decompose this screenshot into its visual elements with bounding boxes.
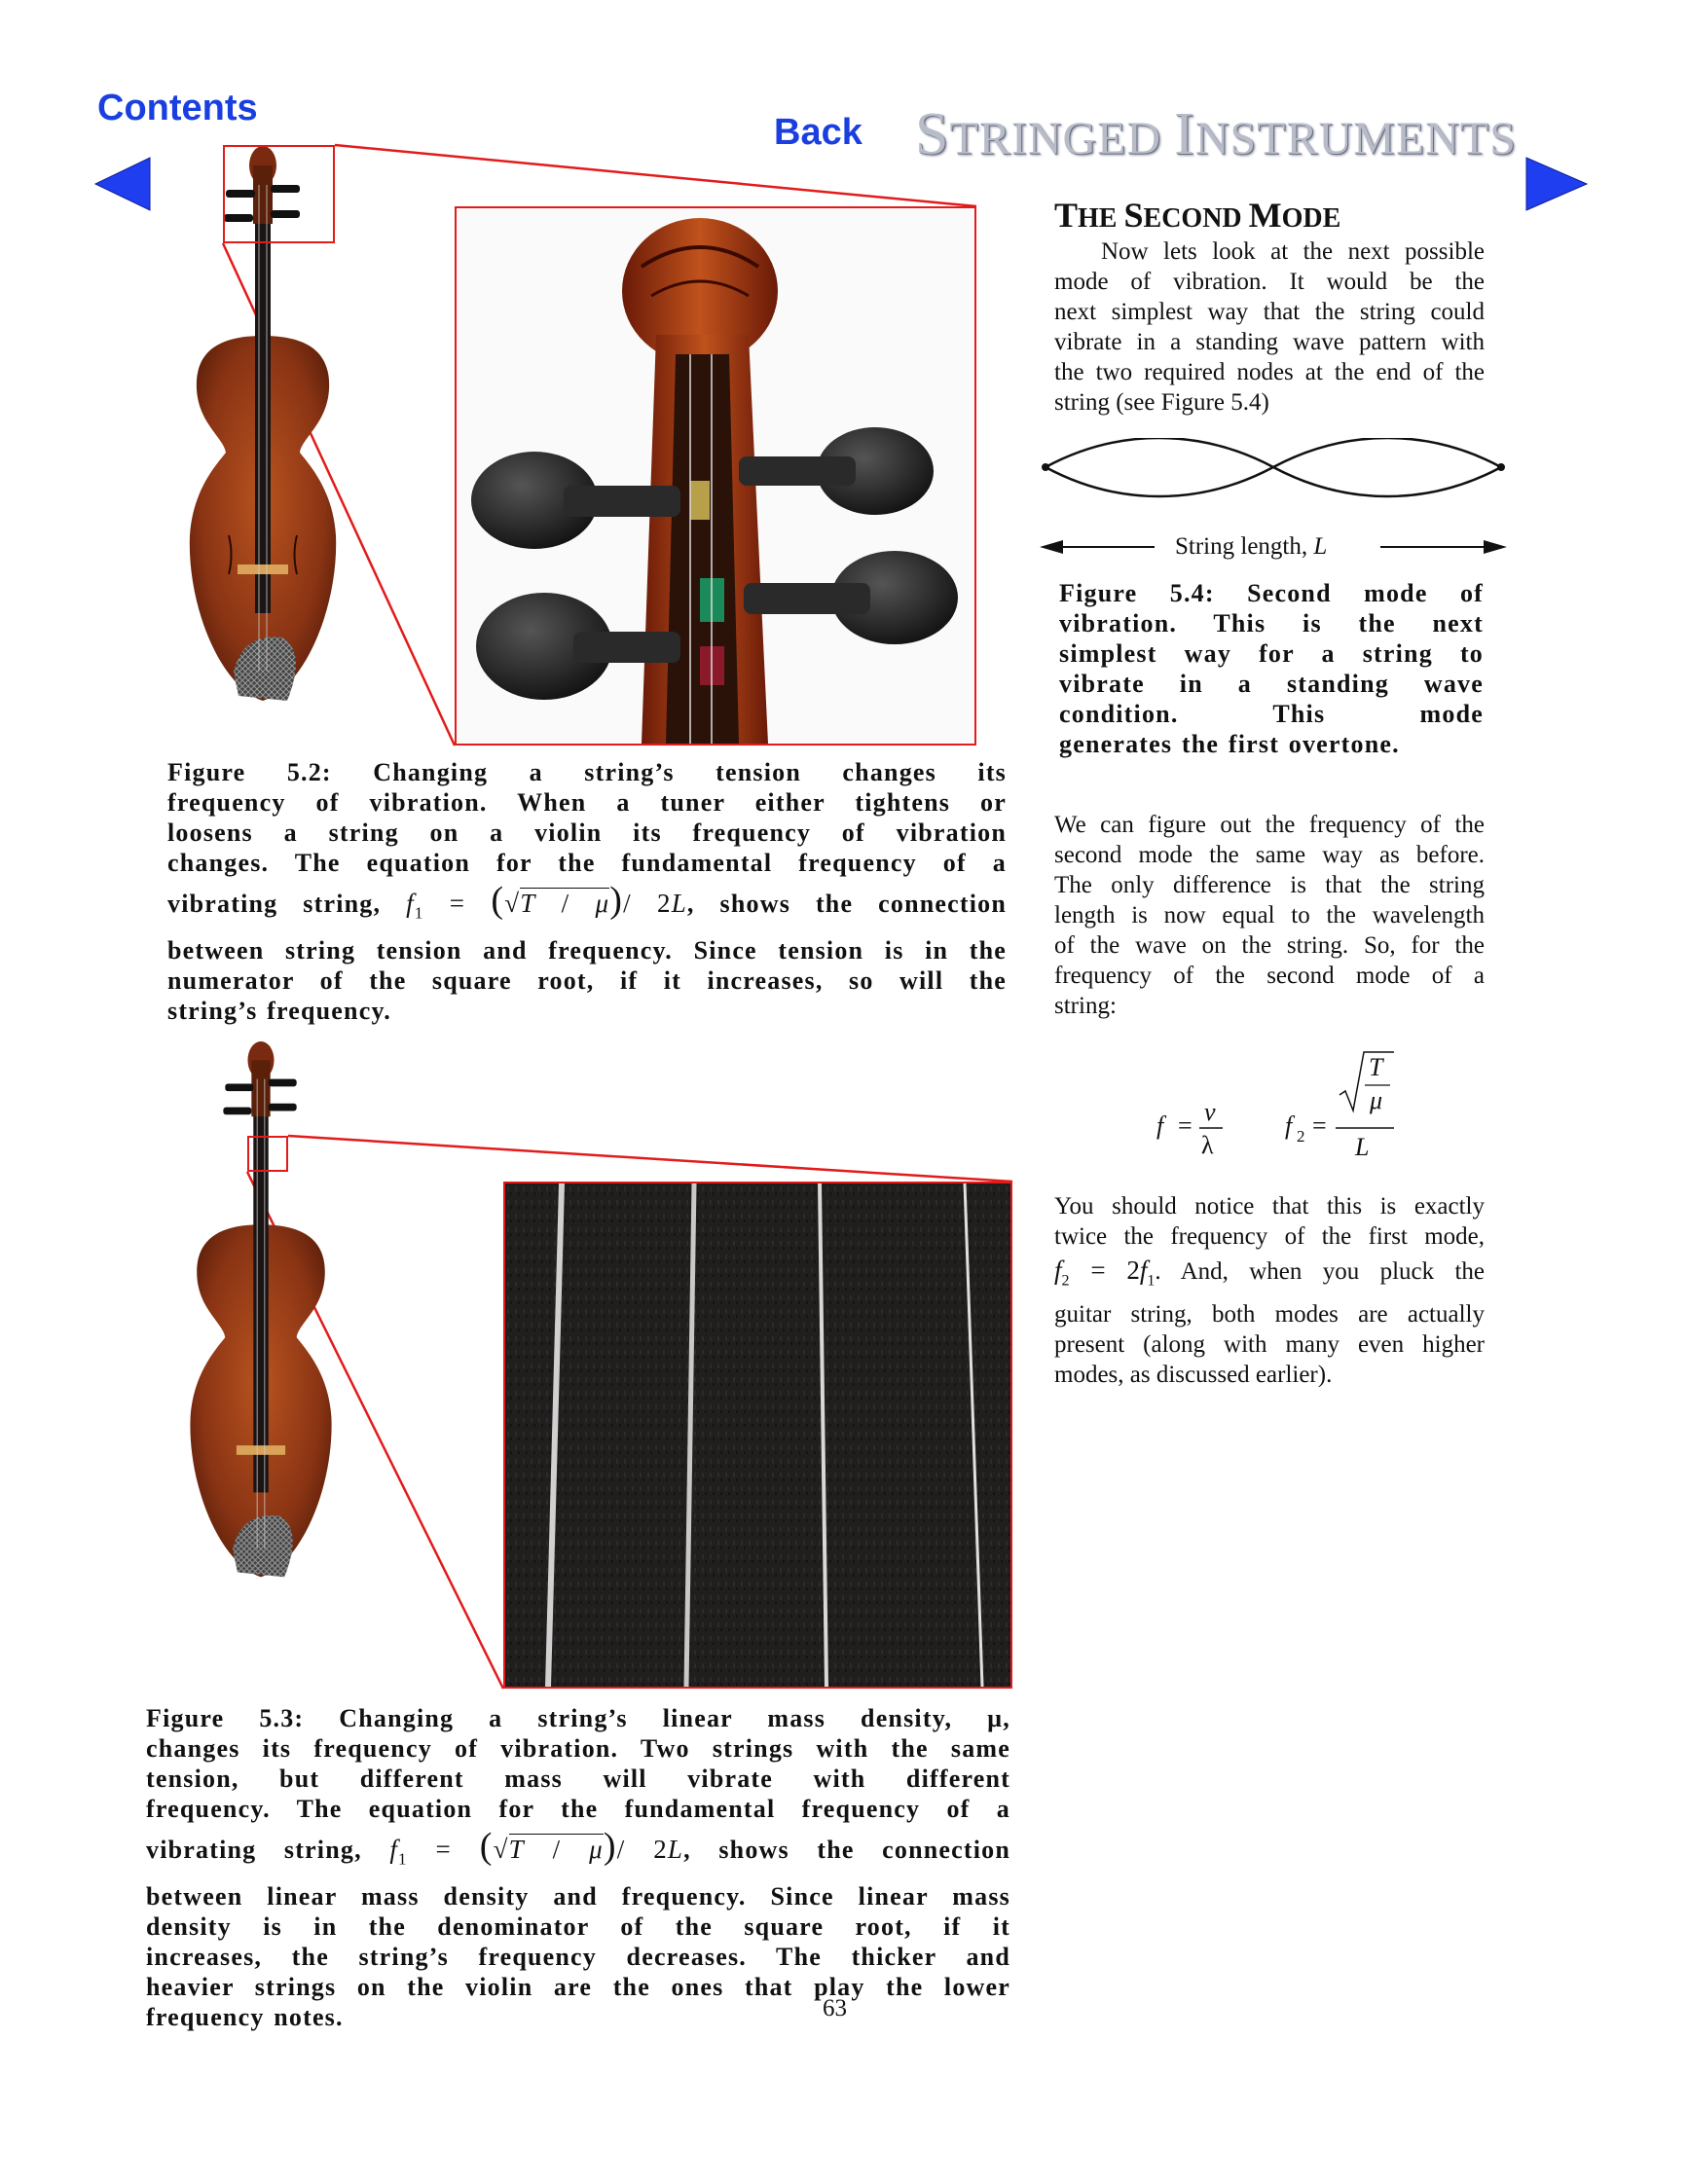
violin-strings-closeup [503, 1182, 1012, 1689]
svg-text:2: 2 [1297, 1127, 1305, 1146]
svg-text:L: L [1355, 1133, 1370, 1161]
svg-text:v: v [1204, 1098, 1216, 1126]
svg-text:λ: λ [1201, 1131, 1214, 1159]
second-mode-equations [1139, 1046, 1402, 1173]
svg-text:=: = [1178, 1111, 1193, 1140]
conclusion-paragraph: You should notice that this is exactly twice the frequency of the first mode, $f_2 = 2f_1$. And, when you pluck the guitar string, both modes are actually present (along with many even higher modes, as discussed earlier). [1054, 1193, 1485, 1389]
section-heading: THE SECOND MODE [1054, 196, 1341, 235]
page-number: 63 [823, 1995, 847, 2021]
violin-image-2 [164, 1041, 358, 1586]
svg-text:f: f [1156, 1111, 1164, 1140]
svg-text:=: = [1312, 1111, 1327, 1140]
violin-scroll-closeup [455, 206, 976, 746]
string-length-label: String length, L [1175, 533, 1328, 560]
svg-text:T: T [1369, 1053, 1383, 1081]
svg-text:μ: μ [1370, 1086, 1383, 1114]
intro-paragraph: Now lets look at the next possible mode of vibration. It would be the next simplest way that the string could vibrate in a standing wave pattern with the two required nodes at the end of the string (see Figure 5.4) [1054, 238, 1485, 416]
fundamental-frequency-equation: $f_1 = (√T / \mu)/$ 2L [406, 880, 687, 923]
figure-5-3-caption: Figure 5.3: Changing a string’s linear mass density, µ, changes its frequency of vibration. Two strings with the same tension, but different mass will vibrate with different frequency. The equation for the fundamental frequency of a vibrating string, $f_1 = (√T / \mu)/$ 2L, shows the connection between linear mass density and frequency. Since linear mass density is in the denominator of the square root, if it increases, the string’s frequency decreases. The thicker and heavier strings on the violin are the ones that play the lower frequency notes. [146, 1704, 1011, 2032]
zoom-region-box [223, 145, 335, 243]
figure-5-4-caption: Figure 5.4: Second mode of vibration. This is the next simplest way for a string to vibrate in a standing wave condition. This mode generates the first overtone. [1059, 579, 1484, 758]
derivation-paragraph: We can figure out the frequency of the second mode the same way as before. The only difference is that the string length is now equal to the wavelength of the wave on the string. So, for the frequency of the second mode of a string: [1054, 812, 1485, 1019]
second-harmonic-equation: $f_2 = 2f_1$ [1054, 1256, 1156, 1290]
fundamental-frequency-equation-2: $f_1 = (√T / \mu)/$ 2L [389, 1826, 684, 1869]
svg-text:f: f [1285, 1111, 1293, 1140]
zoom-region-box-2 [247, 1136, 288, 1172]
back-link[interactable]: Back [774, 112, 862, 153]
figure-5-2-caption: Figure 5.2: Changing a string’s tension changes its frequency of vibration. When a tuner either tightens or loosens a string on a violin its frequency of vibration changes. The equation for the fundamental frequency of a vibrating string, $f_1 = (√T / \mu)/$ 2L, shows the connection between string tension and frequency. Since tension is in the numerator of the square root, if it increases, so will the string’s frequency. [167, 758, 1008, 1026]
page-title: STRINGED INSTRUMENTS [915, 101, 1517, 167]
contents-link[interactable]: Contents [97, 88, 258, 128]
